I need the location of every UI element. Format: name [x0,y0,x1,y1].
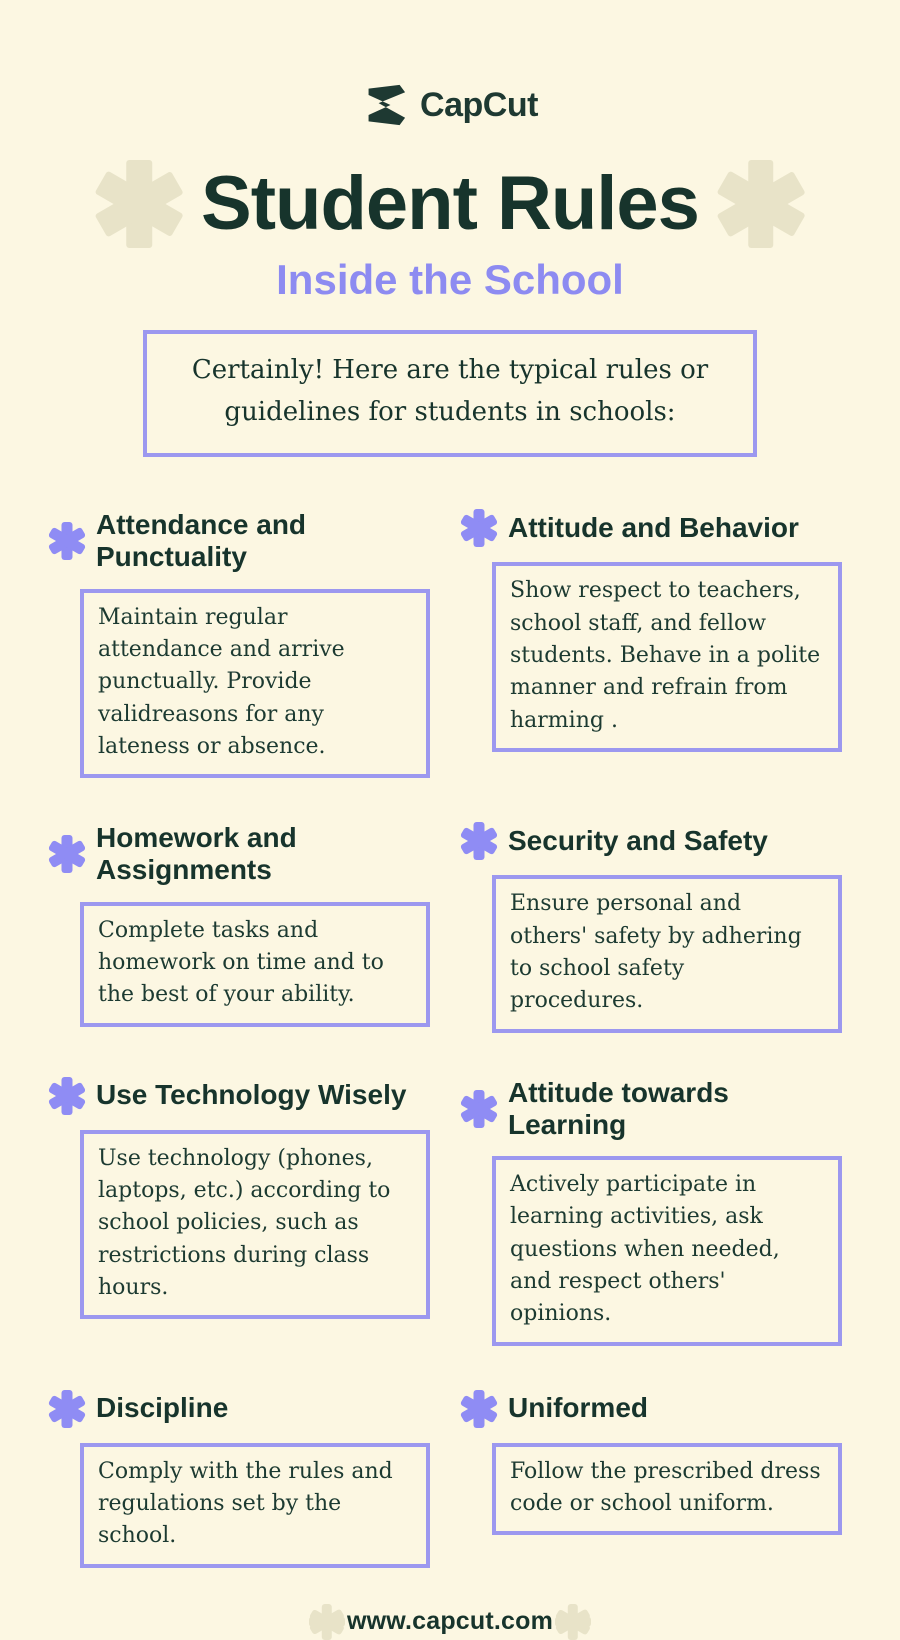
rule-title: Uniformed [508,1392,648,1424]
asterisk-bullet-icon [460,1090,498,1128]
page-subtitle: Inside the School [276,256,624,303]
asterisk-bullet-icon [460,1390,498,1428]
rules-grid [48,509,842,1567]
asterisk-bullet-icon [460,509,498,547]
title-row [0,160,900,248]
rule-body-box [492,1443,842,1536]
card-head [48,509,430,573]
rule-title: Security and Safety [508,825,768,857]
capcut-logo-icon [362,84,408,126]
rule-body-text: Complete tasks and homework on time and to the best of your ability. [98,917,384,1008]
title-asterisk-left-icon [95,160,183,248]
asterisk-bullet-icon [48,522,86,560]
footer [0,1604,900,1640]
rule-body-text: Actively participate in learning activities, ask questions when needed, and respect others' opinions. [510,1171,780,1327]
asterisk-bullet-icon [48,835,86,873]
rule-body-text: Comply with the rules and regulations set by the school. [98,1458,393,1549]
title-asterisk-right-icon [717,160,805,248]
footer-asterisk-right-icon [555,1604,591,1640]
asterisk-bullet-icon [48,1077,86,1115]
rule-body-text: Follow the prescribed dress code or school uniform. [510,1458,821,1516]
card-head [48,1077,430,1115]
rule-body-box [80,1130,430,1320]
card-head [460,1077,842,1141]
asterisk-bullet-icon [460,822,498,860]
rule-card-technology [48,1077,430,1346]
rule-body-box [80,1443,430,1568]
intro-box [143,330,757,457]
page-title: Student Rules [201,161,699,247]
rule-body-box [492,562,842,752]
rule-body-box [80,589,430,779]
rule-card-homework [48,822,430,1032]
rule-title: Homework and Assignments [96,822,297,886]
rule-card-uniform [460,1390,842,1568]
rule-body-box [492,1156,842,1346]
asterisk-bullet-icon [48,1390,86,1428]
footer-url: www.capcut.com [346,1607,554,1636]
rule-title: Use Technology Wisely [96,1079,407,1111]
rule-card-discipline [48,1390,430,1568]
rule-title: Attitude and Behavior [508,512,799,544]
card-head [460,1390,842,1428]
rule-card-behavior [460,509,842,778]
rule-body-text: Maintain regular attendance and arrive punctually. Provide validreasons for any lateness or absence. [98,604,345,759]
rule-body-text: Show respect to teachers, school staff, and fellow students. Behave in a polite manner and refrain from harming . [510,578,821,733]
card-head [460,509,842,547]
rule-title: Discipline [96,1392,229,1424]
rule-body-box [492,875,842,1032]
capcut-logo-text: CapCut [420,85,538,124]
card-head [48,1390,430,1428]
card-head [48,822,430,886]
rule-card-attendance [48,509,430,778]
rule-title: Attendance and Punctuality [96,509,307,573]
footer-asterisk-left-icon [309,1604,345,1640]
rule-body-box [80,902,430,1027]
card-head [460,822,842,860]
rule-body-text: Ensure personal and others' safety by adhering to school safety procedures. [510,891,802,1014]
rule-title: Attitude towards Learning [508,1076,729,1140]
rule-body-text: Use technology (phones, laptops, etc.) according to school policies, such as restrictions during class hours. [98,1145,391,1300]
intro-text: Certainly! Here are the typical rules or guidelines for students in schools: [191,355,709,427]
rule-card-security [460,822,842,1032]
brand-logo [0,0,900,126]
rule-card-learning [460,1077,842,1346]
